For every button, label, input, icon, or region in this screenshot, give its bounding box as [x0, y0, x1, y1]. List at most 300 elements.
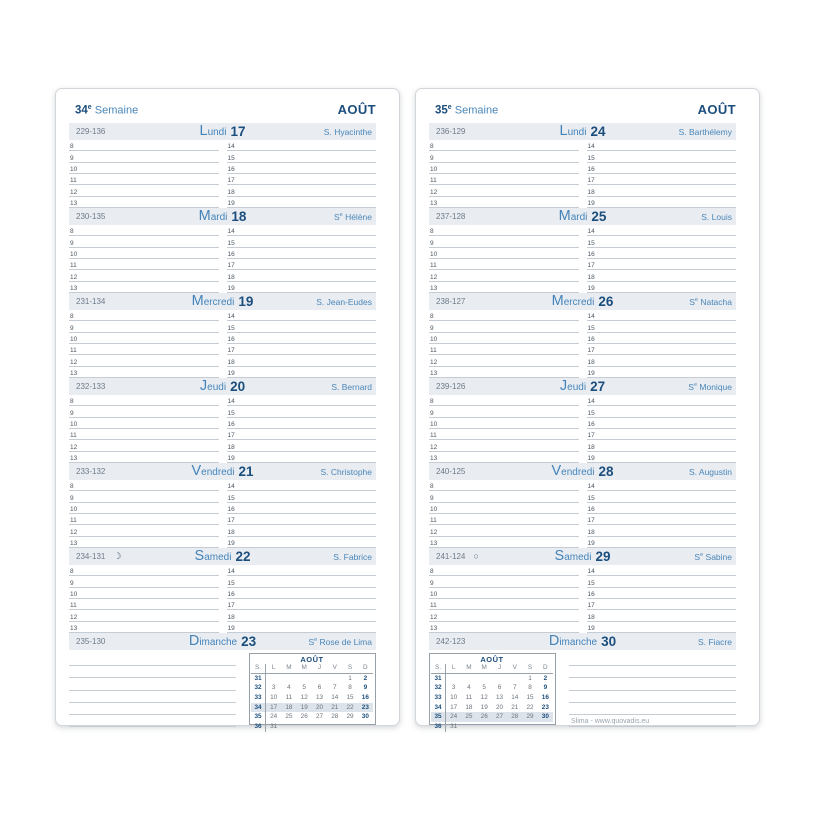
- hour-line: [227, 344, 377, 355]
- hour-line: [587, 310, 737, 321]
- hour-line: [587, 355, 737, 366]
- calendar-week-number: 32: [251, 683, 266, 693]
- mini-calendar-box: [429, 653, 556, 731]
- afternoon-column: [227, 225, 377, 293]
- calendar-day-cell: [297, 674, 312, 684]
- calendar-day-cell: 28: [331, 713, 339, 721]
- morning-column: [429, 310, 579, 378]
- hour-line: [587, 406, 737, 417]
- day-block: [69, 463, 376, 548]
- mini-calendar: [249, 653, 376, 731]
- morning-column: [429, 225, 579, 293]
- calendar-dow-cell: J: [492, 664, 507, 674]
- hour-line: [69, 344, 219, 355]
- calendar-day-cell: 13: [315, 693, 324, 701]
- hour-line: [227, 236, 377, 247]
- planner-page: [415, 88, 760, 731]
- day-code: [69, 212, 161, 221]
- hour-line: [429, 333, 579, 344]
- calendar-dow-cell: V: [327, 664, 342, 674]
- hour-label: 17: [587, 602, 595, 610]
- hour-line: [429, 395, 579, 406]
- calendar-day-cell: 14: [331, 693, 339, 701]
- hour-label: 10: [70, 505, 78, 513]
- hour-label: 13: [430, 369, 438, 377]
- hour-label: 10: [430, 590, 438, 598]
- day-code: [429, 552, 521, 561]
- hour-line: [69, 310, 219, 321]
- hour-line: [69, 333, 219, 344]
- day-code: [69, 552, 161, 561]
- morning-column: [429, 395, 579, 463]
- day-name: Mardi 25: [558, 208, 607, 224]
- day-list: [69, 123, 376, 731]
- hour-label: 17: [227, 177, 235, 185]
- moon-phase-icon: ○: [473, 551, 479, 561]
- day-name: Samedi 22: [194, 548, 251, 564]
- day-header-band: [429, 208, 736, 225]
- mini-calendar: [429, 653, 556, 731]
- morning-column: [69, 140, 219, 208]
- hour-label: 17: [587, 432, 595, 440]
- hour-grid: [429, 480, 736, 548]
- calendar-dow-cell: S.: [251, 664, 266, 674]
- day-name: Samedi 29: [554, 548, 611, 564]
- hour-line: [69, 588, 219, 599]
- hour-line: [227, 270, 377, 281]
- hour-label: 11: [70, 177, 77, 185]
- saint-name: S. Fiacre: [697, 636, 732, 647]
- afternoon-column: [227, 140, 377, 208]
- hour-line: [227, 310, 377, 321]
- hour-line: [587, 333, 737, 344]
- hour-line: [69, 514, 219, 525]
- day-date: 20: [230, 379, 246, 394]
- hour-label: 19: [587, 199, 595, 207]
- calendar-day-cell: [522, 722, 537, 732]
- saint-name: S. Hyacinthe: [323, 126, 372, 137]
- hour-line: [587, 610, 737, 621]
- day-block: [69, 378, 376, 463]
- day-block: [69, 293, 376, 378]
- hour-label: 11: [430, 432, 437, 440]
- hour-label: 18: [227, 273, 235, 281]
- calendar-day-cell: 22: [342, 703, 357, 713]
- hour-line: [429, 174, 579, 185]
- hour-label: 8: [430, 398, 434, 406]
- day-of-year-code: 235-130: [76, 637, 106, 646]
- hour-label: 8: [430, 313, 434, 321]
- hour-label: 19: [227, 539, 235, 547]
- hour-label: 17: [227, 347, 235, 355]
- hour-label: 18: [587, 188, 595, 196]
- hour-label: 14: [227, 568, 235, 576]
- hour-line: [227, 429, 377, 440]
- hour-line: [69, 418, 219, 429]
- calendar-day-cell: 18: [281, 703, 296, 713]
- day-name: Lundi 24: [559, 123, 606, 139]
- hour-label: 12: [70, 443, 78, 451]
- hour-label: 15: [227, 494, 235, 502]
- calendar-day-cell: [477, 722, 492, 732]
- calendar-day-cell: [358, 722, 373, 732]
- hour-label: 18: [227, 188, 235, 196]
- day-of-year-code: 230-135: [76, 212, 106, 221]
- day-code: [429, 127, 521, 136]
- calendar-day-cell: 31: [450, 723, 458, 731]
- hour-label: 9: [70, 409, 74, 417]
- day-date: 24: [590, 124, 606, 139]
- calendar-dow-cell: S: [522, 664, 537, 674]
- hour-line: [227, 452, 377, 463]
- sunday-block: [429, 633, 736, 731]
- hour-label: 16: [587, 250, 595, 258]
- hour-line: [69, 440, 219, 451]
- hour-label: 13: [70, 369, 78, 377]
- hour-label: 9: [430, 409, 434, 417]
- calendar-day-cell: [312, 674, 327, 684]
- hour-label: 9: [430, 154, 434, 162]
- day-code: [429, 467, 521, 476]
- hour-line: [69, 565, 219, 576]
- sunday-body: [69, 653, 376, 731]
- hour-line: [69, 503, 219, 514]
- hour-line: [587, 429, 737, 440]
- calendar-day-cell: 15: [346, 693, 354, 701]
- hour-label: 18: [227, 358, 235, 366]
- hour-line: [587, 452, 737, 463]
- calendar-day-cell: 31: [270, 723, 278, 731]
- hour-line: [227, 197, 377, 208]
- hour-label: 9: [430, 324, 434, 332]
- notes-line: [569, 715, 736, 727]
- saint-name: $S^e$ Rose de Lima: [308, 636, 372, 647]
- day-code: [69, 637, 161, 646]
- hour-label: 9: [70, 494, 74, 502]
- notes-line: [569, 666, 736, 678]
- calendar-day-cell: [312, 722, 327, 732]
- hour-line: [429, 429, 579, 440]
- week-label: [435, 104, 498, 117]
- hour-label: 13: [430, 284, 438, 292]
- calendar-day-cell: 19: [480, 703, 488, 711]
- morning-column: [429, 140, 579, 208]
- mini-calendar-title: AOÛT: [480, 655, 504, 664]
- hour-label: 8: [430, 483, 434, 491]
- calendar-week-number: 31: [251, 674, 266, 684]
- week-number: 34: [75, 105, 88, 117]
- hour-line: [587, 344, 737, 355]
- calendar-dow-cell: D: [358, 664, 373, 674]
- hour-line: [429, 588, 579, 599]
- hour-label: 11: [430, 262, 437, 270]
- day-of-year-code: 233-132: [76, 467, 106, 476]
- calendar-day-cell: 26: [477, 712, 492, 722]
- calendar-day-cell: 23: [541, 703, 549, 711]
- day-block: [429, 123, 736, 208]
- page-header: [435, 102, 736, 119]
- hour-label: 12: [70, 528, 78, 536]
- day-list: [429, 123, 736, 731]
- hour-line: [69, 537, 219, 548]
- calendar-dow-cell: L: [266, 664, 281, 674]
- day-date: 30: [601, 634, 617, 649]
- hour-label: 14: [587, 483, 595, 491]
- notes-line: [69, 703, 236, 715]
- hour-grid: [69, 310, 376, 378]
- calendar-day-cell: 21: [511, 703, 519, 711]
- hour-label: 15: [227, 579, 235, 587]
- hour-label: 11: [70, 517, 77, 525]
- hour-line: [587, 321, 737, 332]
- calendar-day-cell: 22: [526, 703, 534, 711]
- hour-line: [227, 174, 377, 185]
- calendar-day-cell: [492, 674, 507, 684]
- hour-label: 17: [227, 262, 235, 270]
- hour-label: 10: [70, 165, 78, 173]
- calendar-day-cell: [446, 674, 461, 684]
- calendar-day-cell: [507, 722, 522, 732]
- hour-line: [587, 599, 737, 610]
- hour-line: [429, 440, 579, 451]
- saint-name: S. Christophe: [320, 466, 372, 477]
- calendar-day-cell: [342, 722, 357, 732]
- hour-label: 19: [227, 369, 235, 377]
- day-of-year-code: 239-126: [436, 382, 466, 391]
- hour-line: [429, 225, 579, 236]
- calendar-day-cell: 11: [465, 693, 473, 701]
- mini-calendar-grid: [251, 664, 373, 732]
- hour-grid: [69, 395, 376, 463]
- saint-name: $S^e$ Natacha: [689, 296, 732, 307]
- hour-line: [69, 282, 219, 293]
- hour-line: [227, 480, 377, 491]
- hour-line: [69, 480, 219, 491]
- hour-label: 15: [587, 579, 595, 587]
- mini-calendar-grid: [431, 664, 553, 732]
- hour-label: 19: [587, 454, 595, 462]
- hour-label: 16: [227, 590, 235, 598]
- hour-line: [429, 514, 579, 525]
- hour-label: 16: [227, 505, 235, 513]
- hour-label: 19: [227, 624, 235, 632]
- hour-label: 9: [430, 494, 434, 502]
- hour-line: [587, 282, 737, 293]
- calendar-day-cell: [327, 722, 342, 732]
- hour-label: 10: [70, 250, 78, 258]
- hour-line: [69, 355, 219, 366]
- notes-line: [69, 654, 236, 666]
- hour-label: 14: [227, 143, 235, 151]
- day-of-year-code: 234-131: [76, 552, 106, 561]
- calendar-day-cell: 30: [361, 713, 369, 721]
- hour-label: 15: [227, 409, 235, 417]
- hour-line: [429, 525, 579, 536]
- hour-line: [587, 440, 737, 451]
- hour-line: [429, 599, 579, 610]
- hour-line: [429, 197, 579, 208]
- hour-line: [227, 367, 377, 378]
- week-word: Semaine: [454, 105, 499, 117]
- afternoon-column: [587, 140, 737, 208]
- hour-line: [429, 406, 579, 417]
- calendar-day-cell: 26: [300, 713, 308, 721]
- calendar-day-cell: 1: [348, 674, 352, 682]
- hour-label: 10: [70, 590, 78, 598]
- hour-label: 14: [227, 398, 235, 406]
- notes-lines: [69, 653, 236, 727]
- calendar-day-cell: [281, 674, 296, 684]
- hour-label: 17: [587, 262, 595, 270]
- hour-label: 16: [587, 590, 595, 598]
- day-name: Dimanche 23: [188, 633, 257, 649]
- hour-line: [587, 622, 737, 633]
- calendar-day-cell: 21: [327, 703, 342, 713]
- hour-line: [227, 599, 377, 610]
- hour-label: 9: [70, 324, 74, 332]
- hour-label: 16: [227, 420, 235, 428]
- day-block: [429, 378, 736, 463]
- hour-line: [69, 367, 219, 378]
- hour-line: [429, 185, 579, 196]
- hour-line: [227, 565, 377, 576]
- hour-label: 11: [430, 177, 437, 185]
- hour-line: [69, 429, 219, 440]
- day-block: [69, 548, 376, 633]
- calendar-week-number: 34: [431, 703, 446, 713]
- calendar-week-number: 35: [251, 712, 266, 722]
- hour-line: [587, 367, 737, 378]
- calendar-day-cell: [492, 722, 507, 732]
- hour-label: 9: [70, 154, 74, 162]
- hour-label: 8: [70, 143, 74, 151]
- hour-line: [227, 576, 377, 587]
- week-number: 35: [435, 105, 448, 117]
- calendar-day-cell: [477, 674, 492, 684]
- hour-label: 12: [70, 613, 78, 621]
- calendar-week-number: 34: [251, 703, 266, 713]
- calendar-day-cell: 23: [358, 703, 373, 713]
- hour-label: 11: [70, 602, 77, 610]
- hour-line: [429, 537, 579, 548]
- day-header-band: [429, 548, 736, 565]
- day-code: [429, 637, 521, 646]
- hour-grid: [429, 140, 736, 208]
- hour-label: 13: [70, 454, 78, 462]
- calendar-day-cell: 11: [285, 693, 293, 701]
- day-of-year-code: 240-125: [436, 467, 466, 476]
- moon-phase-icon: ☽: [113, 551, 122, 561]
- calendar-day-cell: [281, 722, 296, 732]
- day-code: [69, 467, 161, 476]
- hour-line: [69, 236, 219, 247]
- hour-line: [227, 225, 377, 236]
- day-header-band: [429, 633, 736, 650]
- day-block: [69, 208, 376, 293]
- hour-label: 17: [227, 432, 235, 440]
- morning-column: [69, 480, 219, 548]
- hour-line: [227, 610, 377, 621]
- day-code: [429, 297, 521, 306]
- hour-label: 15: [587, 324, 595, 332]
- month-label: AOÛT: [697, 102, 736, 117]
- hour-label: 15: [587, 154, 595, 162]
- hour-line: [429, 622, 579, 633]
- hour-line: [587, 248, 737, 259]
- hour-label: 11: [430, 347, 437, 355]
- day-name: Jeudi 20: [199, 378, 246, 394]
- hour-label: 19: [587, 624, 595, 632]
- hour-label: 9: [70, 579, 74, 587]
- hour-label: 11: [70, 432, 77, 440]
- calendar-day-cell: 7: [513, 684, 517, 692]
- calendar-day-cell: 6: [497, 684, 502, 692]
- day-header-band: [69, 208, 376, 225]
- hour-line: [429, 321, 579, 332]
- day-date: 19: [238, 294, 254, 309]
- saint-name: S. Fabrice: [333, 551, 372, 562]
- saint-name: $S^e$ Sabine: [694, 551, 732, 562]
- day-of-year-code: 242-123: [436, 637, 466, 646]
- hour-label: 16: [587, 420, 595, 428]
- hour-label: 16: [587, 165, 595, 173]
- hour-grid: [429, 310, 736, 378]
- day-name: Mardi 18: [198, 208, 247, 224]
- hour-label: 9: [430, 579, 434, 587]
- page-header: [75, 102, 376, 119]
- calendar-day-cell: 17: [450, 703, 458, 711]
- hour-label: 12: [430, 443, 438, 451]
- hour-line: [429, 610, 579, 621]
- day-block: [429, 293, 736, 378]
- hour-line: [227, 525, 377, 536]
- hour-label: 17: [227, 602, 235, 610]
- calendar-dow-cell: M: [461, 664, 476, 674]
- hour-line: [227, 440, 377, 451]
- hour-grid: [69, 140, 376, 208]
- hour-label: 11: [430, 602, 437, 610]
- afternoon-column: [587, 480, 737, 548]
- calendar-day-cell: 9: [543, 684, 548, 692]
- hour-line: [587, 270, 737, 281]
- hour-label: 11: [70, 262, 77, 270]
- hour-label: 8: [430, 228, 434, 236]
- hour-label: 19: [587, 369, 595, 377]
- calendar-dow-cell: J: [312, 664, 327, 674]
- day-header-band: [69, 633, 376, 650]
- saint-name: S. Jean-Eudes: [316, 296, 372, 307]
- hour-label: 16: [227, 250, 235, 258]
- hour-line: [69, 576, 219, 587]
- calendar-day-cell: [461, 722, 476, 732]
- calendar-week-number: 33: [431, 693, 446, 703]
- hour-label: 8: [70, 228, 74, 236]
- day-date: 29: [595, 549, 611, 564]
- saint-name: S. Louis: [701, 211, 732, 222]
- hour-line: [429, 140, 579, 151]
- hour-label: 12: [430, 273, 438, 281]
- afternoon-column: [227, 310, 377, 378]
- hour-line: [69, 197, 219, 208]
- hour-line: [429, 452, 579, 463]
- hour-label: 15: [227, 154, 235, 162]
- calendar-dow-cell: V: [507, 664, 522, 674]
- hour-label: 15: [227, 324, 235, 332]
- hour-label: 16: [587, 505, 595, 513]
- day-header-band: [69, 463, 376, 480]
- saint-name: S. Augustin: [688, 466, 732, 477]
- hour-line: [429, 248, 579, 259]
